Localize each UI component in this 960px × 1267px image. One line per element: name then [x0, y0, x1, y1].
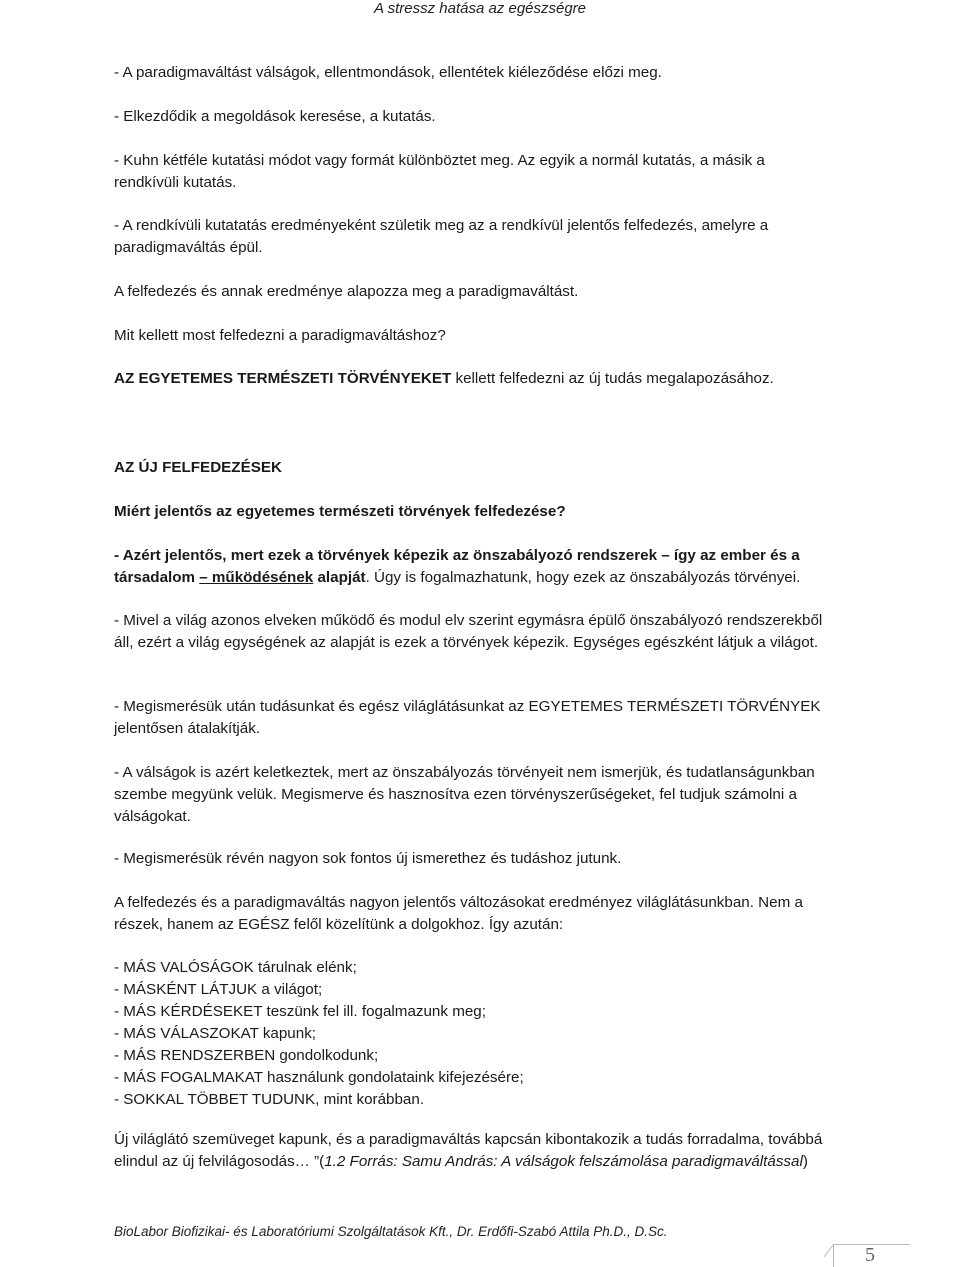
paragraph: A felfedezés és annak eredménye alapozza meg a paradigmaváltást. — [114, 283, 579, 300]
section-heading: AZ ÚJ FELFEDEZÉSEK — [114, 459, 282, 476]
paragraph: - Elkezdődik a megoldások keresése, a kutatás. — [114, 108, 436, 125]
list-item: - MÁS RENDSZERBEN gondolkodunk; — [114, 1047, 379, 1064]
list-item: - MÁSKÉNT LÁTJUK a világot; — [114, 981, 323, 998]
paragraph: Mit kellett most felfedezni a paradigmaváltáshoz? — [114, 327, 446, 344]
list-item: - MÁS VÁLASZOKAT kapunk; — [114, 1025, 317, 1042]
paragraph: - Mivel a világ azonos elveken működő és modul elv szerint egymásra épülő önszabályozó rendszerekből áll, ezért a világ egységének az alapját is ezek a törvények képezik. Egységes egészként látjuk a világot. — [114, 612, 823, 651]
running-header: A stressz hatása az egészségre — [373, 0, 587, 17]
footer-credit: BioLabor Biofizikai- és Laboratóriumi Szolgáltatások Kft., Dr. Erdőfi-Szabó Attila Ph.D., D.Sc. — [114, 1224, 668, 1239]
paragraph: - Megismerésük után tudásunkat és egész világlátásunkat az EGYETEMES TERMÉSZETI TÖRVÉNYEK jelentősen átalakítják. — [114, 698, 821, 737]
text-span: . Úgy is fogalmazhatunk, hogy ezek az önszabályozás törvényei. — [365, 569, 801, 586]
question-heading: Miért jelentős az egyetemes természeti törvények felfedezése? — [114, 503, 566, 520]
emphasis-text: - Azért jelentős, mert ezek a törvények képezik az önszabályozó rendszerek – így az ember és a társadalom — [114, 547, 800, 586]
paragraph: - A rendkívüli kutatatás eredményeként születik meg az a rendkívül jelentős felfedezés, amelyre a paradigmaváltás épül. — [114, 217, 769, 256]
paragraph: - Megismerésük révén nagyon sok fontos új ismerethez és tudáshoz jutunk. — [114, 850, 622, 867]
page-corner-icon — [824, 1244, 836, 1258]
list-item: - MÁS FOGALMAKAT használunk gondolataink kifejezésére; — [114, 1069, 524, 1086]
paragraph: - A paradigmaváltást válságok, ellentmondások, ellentétek kiéleződése előzi meg. — [114, 64, 662, 81]
text-span: Új világlátó szemüveget kapunk, és a paradigmaváltás kapcsán kibontakozik a tudás forradalma, továbbá elindul az új felvilágosodás… ”( — [114, 1131, 823, 1170]
closing-paragraph — [114, 1129, 826, 1173]
paragraph: A felfedezés és a paradigmaváltás nagyon jelentős változásokat eredményez világlátásunkban. Nem a részek, hanem az EGÉSZ felől közelítünk a dolgokhoz. Így azután: — [114, 894, 803, 933]
list-item: - MÁS KÉRDÉSEKET teszünk fel ill. fogalmazunk meg; — [114, 1003, 486, 1020]
list-item: - MÁS VALÓSÁGOK tárulnak elénk; — [114, 959, 357, 976]
text-span: ) — [802, 1153, 808, 1170]
bullet-list — [114, 957, 826, 1111]
paragraph: - A válságok is azért keletkeztek, mert az önszabályozás törvényeit nem ismerjük, és tudatlanságunkban szembe megyünk velük. Megismerve és hasznosítva ezen törvényszerűségeket, fel tudjuk számolni a válságokat. — [114, 764, 815, 825]
page-number: 5 — [865, 1244, 875, 1266]
emphasis-text: AZ EGYETEMES TERMÉSZETI TÖRVÉNYEKET — [114, 370, 452, 387]
underlined-text: – működésének — [199, 569, 314, 586]
paragraph — [114, 545, 826, 589]
paragraph — [114, 368, 826, 390]
text-span: kellett felfedezni az új tudás megalapozásához. — [451, 370, 774, 387]
citation: 1.2 Forrás: Samu András: A válságok felszámolása paradigmaváltással — [324, 1153, 803, 1170]
paragraph: - Kuhn kétféle kutatási módot vagy formát különböztet meg. Az egyik a normál kutatás, a másik a rendkívüli kutatás. — [114, 152, 765, 191]
emphasis-text: alapját — [313, 569, 366, 586]
list-item: - SOKKAL TÖBBET TUDUNK, mint korábban. — [114, 1091, 425, 1108]
